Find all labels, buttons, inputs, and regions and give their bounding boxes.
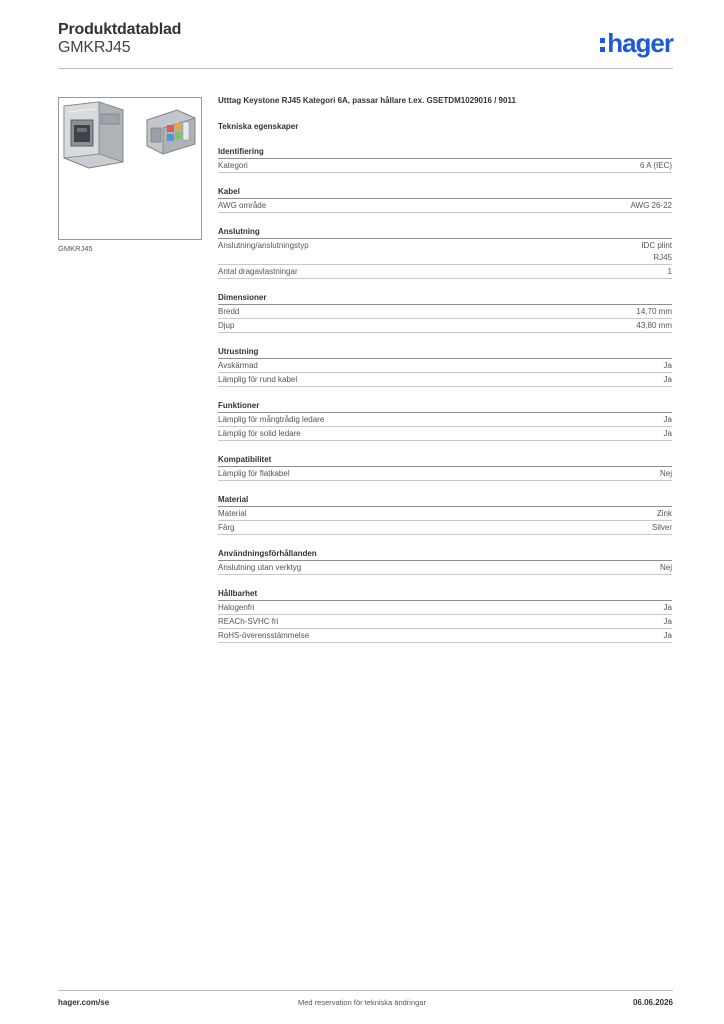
- spec-row: [218, 373, 672, 387]
- spec-label: Halogenfri: [218, 603, 255, 612]
- spec-value-line: Ja: [663, 429, 672, 438]
- spec-value: [668, 266, 672, 278]
- spec-row: [218, 305, 672, 319]
- spec-sections: [218, 146, 672, 643]
- spec-value: [664, 414, 672, 426]
- spec-row: [218, 319, 672, 333]
- spec-value-line: AWG 26-22: [630, 201, 672, 210]
- spec-row: [218, 561, 672, 575]
- spec-label: Material: [218, 509, 247, 518]
- spec-section: [218, 292, 672, 333]
- product-image: [58, 97, 202, 240]
- section-heading: Identifiering: [218, 146, 672, 159]
- spec-value: [664, 616, 672, 628]
- section-heading: Material: [218, 494, 672, 507]
- section-heading: Anslutning: [218, 226, 672, 239]
- spec-label: Färg: [218, 523, 235, 532]
- spec-label: Lämplig för flatkabel: [218, 469, 290, 478]
- spec-value-line: Zink: [656, 509, 672, 518]
- spec-section: [218, 226, 672, 279]
- tech-properties-title: Tekniska egenskaper: [218, 122, 299, 131]
- spec-label: Lämplig för rund kabel: [218, 375, 298, 384]
- spec-value-line: Ja: [663, 631, 672, 640]
- spec-row: [218, 413, 672, 427]
- spec-value-line: 43,80 mm: [636, 321, 672, 330]
- spec-value: [664, 374, 672, 386]
- spec-section: [218, 588, 672, 643]
- spec-row: [218, 359, 672, 373]
- image-caption: GMKRJ45: [58, 244, 93, 253]
- spec-value-line: Ja: [663, 617, 672, 626]
- spec-value-line: IDC plint: [641, 241, 672, 250]
- spec-label: Anslutning utan verktyg: [218, 563, 302, 572]
- spec-label: Antal dragavlastningar: [218, 267, 298, 276]
- spec-value: [640, 160, 672, 172]
- spec-value: [664, 428, 672, 440]
- header-divider: [58, 68, 673, 69]
- spec-value: [664, 360, 672, 372]
- spec-value: [664, 602, 672, 614]
- spec-value-line: 14,70 mm: [636, 307, 672, 316]
- spec-value-line: 1: [667, 267, 672, 276]
- spec-value: [664, 630, 672, 642]
- spec-row: [218, 265, 672, 279]
- spec-row: [218, 521, 672, 535]
- spec-label: Lämplig för solid ledare: [218, 429, 301, 438]
- spec-value-line: Ja: [663, 361, 672, 370]
- hager-logo: [600, 30, 673, 56]
- section-heading: Dimensioner: [218, 292, 672, 305]
- spec-section: [218, 146, 672, 173]
- spec-section: [218, 346, 672, 387]
- spec-label: AWG område: [218, 201, 267, 210]
- spec-value-line: Nej: [659, 563, 672, 572]
- spec-value-line: 6 A (IEC): [639, 161, 672, 170]
- spec-label: Avskärmad: [218, 361, 258, 370]
- spec-row: [218, 239, 672, 265]
- section-heading: Användningsförhållanden: [218, 548, 672, 561]
- document-title: Produktdatablad: [58, 21, 182, 38]
- keystone-jack-illustration: [59, 98, 201, 239]
- spec-section: [218, 454, 672, 481]
- spec-label: Kategori: [218, 161, 248, 170]
- spec-row: [218, 199, 672, 213]
- spec-value: [660, 562, 672, 574]
- product-description: Utttag Keystone RJ45 Kategori 6A, passar hållare t.ex. GSETDM1029016 / 9011: [218, 96, 516, 105]
- spec-value-line: Ja: [663, 603, 672, 612]
- footer-date: 06.06.2026: [632, 998, 673, 1007]
- spec-value: [660, 468, 672, 480]
- spec-row: [218, 615, 672, 629]
- section-heading: Hållbarhet: [218, 588, 672, 601]
- logo-text: hager: [607, 28, 673, 58]
- spec-value-line: Ja: [663, 415, 672, 424]
- spec-label: RoHS-överensstämmelse: [218, 631, 310, 640]
- spec-row: [218, 467, 672, 481]
- spec-label: Djup: [218, 321, 235, 330]
- section-heading: Kompatibilitet: [218, 454, 672, 467]
- spec-value: [636, 320, 672, 332]
- spec-row: [218, 427, 672, 441]
- spec-value: [631, 200, 673, 212]
- spec-row: [218, 629, 672, 643]
- footer-divider: [58, 990, 673, 991]
- section-heading: Utrustning: [218, 346, 672, 359]
- spec-section: [218, 548, 672, 575]
- logo-dots-icon: [600, 38, 605, 52]
- footer-website: hager.com/se: [58, 998, 110, 1007]
- spec-row: [218, 601, 672, 615]
- spec-row: [218, 159, 672, 173]
- footer-disclaimer: Med reservation för tekniska ändringar: [298, 998, 426, 1007]
- section-heading: Funktioner: [218, 400, 672, 413]
- spec-value-line: Ja: [663, 375, 672, 384]
- spec-value: [652, 522, 672, 534]
- spec-section: [218, 186, 672, 213]
- spec-label: Bredd: [218, 307, 240, 316]
- spec-label: Lämplig för mångtrådig ledare: [218, 415, 325, 424]
- spec-value: [641, 240, 672, 264]
- spec-value: [657, 508, 672, 520]
- specification-panel: [218, 96, 672, 656]
- spec-label: REACh-SVHC fri: [218, 617, 279, 626]
- spec-row: [218, 507, 672, 521]
- spec-value: [636, 306, 672, 318]
- spec-value-line: Nej: [659, 469, 672, 478]
- spec-section: [218, 400, 672, 441]
- product-code: GMKRJ45: [58, 39, 131, 56]
- spec-label: Anslutning/anslutningstyp: [218, 241, 309, 250]
- spec-value-line: Silver: [651, 523, 672, 532]
- spec-value-line: RJ45: [653, 253, 672, 262]
- section-heading: Kabel: [218, 186, 672, 199]
- spec-section: [218, 494, 672, 535]
